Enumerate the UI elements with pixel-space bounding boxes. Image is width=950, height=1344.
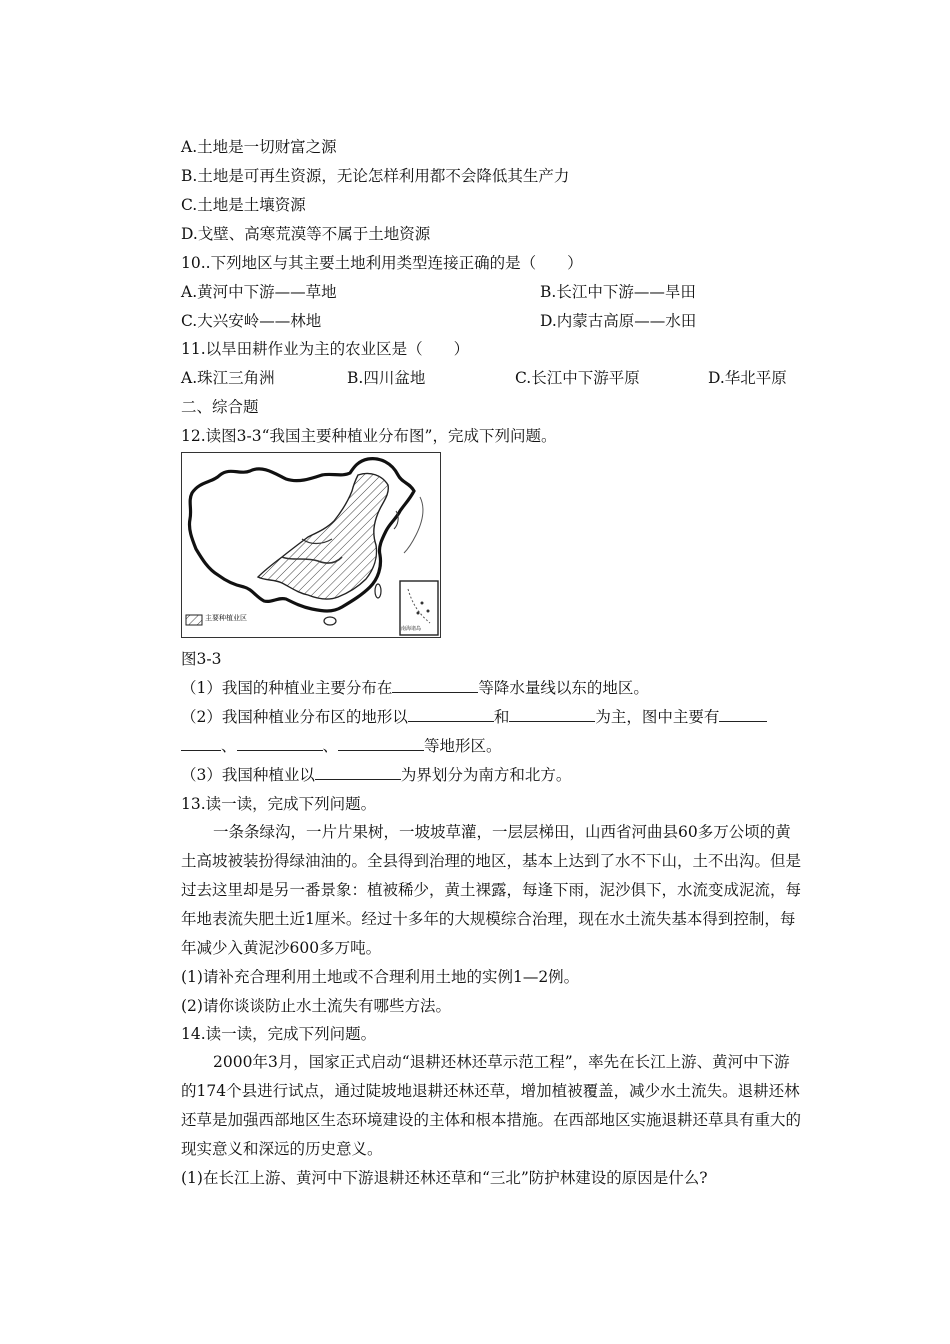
q12-part1 [181, 678, 649, 698]
q9-option-c: C.土地是土壤资源 [181, 196, 306, 214]
q9-option-b: B.土地是可再生资源，无论怎样利用都不会降低其生产力 [181, 167, 570, 185]
q13-stem: 13.读一读，完成下列问题。 [181, 795, 377, 813]
q9-option-d: D.戈壁、高寒荒漠等不属于土地资源 [181, 225, 431, 243]
q13-sub1: (1)请补充合理利用土地或不合理利用土地的实例1—2例。 [181, 968, 580, 986]
q11-stem: 11.以旱田耕作业为主的农业区是（ ） [181, 340, 470, 358]
q12-part2-blank-2[interactable] [509, 707, 595, 722]
china-map-figure [182, 453, 440, 637]
q12-part2-text-e: 、 [322, 737, 339, 755]
q14-stem: 14.读一读，完成下列问题。 [181, 1025, 377, 1043]
q10-option-c: C.大兴安岭——林地 [181, 312, 322, 330]
q12-part1-text-a: （1）我国的种植业主要分布在 [181, 679, 393, 697]
q12-part2-text-d: 、 [221, 737, 237, 755]
legend-swatch [186, 615, 202, 625]
q14-passage: 2000年3月，国家正式启动“退耕还林还草示范工程”，率先在长江上游、黄河中下游的174个县进行试点，通过陡坡地退耕还林还草，增加植被覆盖，减少水土流失。退耕还林还草是加强西部地区生态环境建设的主体和根本措施。在西部地区实施退耕还草具有重大的现实意义和深远的历史意义。 [181, 1053, 802, 1158]
q12-part2-text-f: 等地形区。 [424, 737, 502, 755]
q13-sub2: (2)请你谈谈防止水土流失有哪些方法。 [181, 997, 451, 1015]
q12-part3-text-b: 为界划分为南方和北方。 [400, 766, 572, 784]
q13-passage: 一条条绿沟，一片片果树，一坡坡草灌，一层层梯田，山西省河曲县60多万公顷的黄土高坡被装扮得绿油油的。全县得到治理的地区，基本上达到了水不下山，土不出沟。但是过去这里却是另一番景象：植被稀少，黄土裸露，每逢下雨，泥沙俱下，水流变成泥流，每年地表流失肥土近1厘米。经过十多年的大规模综合治理，现在水土流失基本得到控制，每年减少入黄泥沙600多万吨。 [181, 823, 802, 957]
q11-option-c: C.长江中下游平原 [515, 369, 640, 387]
map-legend-label: 主要种植业区 [205, 614, 247, 622]
q10-option-d: D.内蒙古高原——水田 [540, 312, 697, 330]
q14-sub1: (1)在长江上游、黄河中下游退耕还林还草和“三北”防护林建设的原因是什么? [181, 1169, 708, 1187]
q12-stem: 12.读图3-3“我国主要种植业分布图”，完成下列问题。 [181, 427, 557, 445]
q12-part2-blank-3a[interactable] [719, 707, 767, 722]
q11-option-d: D.华北平原 [708, 369, 787, 387]
q12-part3 [181, 765, 571, 785]
q12-part3-text-a: （3）我国种植业以 [181, 766, 315, 784]
q12-part2-text-a: （2）我国种植业分布区的地形以 [181, 708, 408, 726]
section-heading: 二、综合题 [181, 398, 259, 416]
q10-option-a: A.黄河中下游——草地 [181, 283, 337, 301]
map-inset-label: 南海诸岛 [401, 626, 422, 632]
q12-part1-blank[interactable] [392, 678, 478, 693]
q12-part2-blank-5[interactable] [338, 736, 424, 751]
q12-part2-blank-3b[interactable] [181, 736, 221, 751]
q12-part2-blank-1[interactable] [408, 707, 494, 722]
q12-part2 [181, 707, 767, 727]
q9-option-a: A.土地是一切财富之源 [181, 138, 337, 156]
q12-part3-blank[interactable] [315, 765, 401, 780]
china-crop-map [181, 452, 441, 638]
q12-part2-text-b: 和 [493, 708, 510, 726]
q12-part2-cont [181, 736, 502, 756]
figure-caption: 图3-3 [181, 650, 222, 668]
q10-option-b: B.长江中下游——旱田 [540, 283, 696, 301]
q12-part1-text-b: 等降水量线以东的地区。 [478, 679, 649, 697]
q11-option-b: B.四川盆地 [347, 369, 426, 387]
q12-part2-blank-4[interactable] [237, 736, 323, 751]
q11-option-a: A.珠江三角洲 [181, 369, 275, 387]
q10-stem: 10..下列地区与其主要土地利用类型连接正确的是（ ） [181, 254, 583, 272]
q12-part2-text-c: 为主，图中主要有 [595, 708, 720, 726]
